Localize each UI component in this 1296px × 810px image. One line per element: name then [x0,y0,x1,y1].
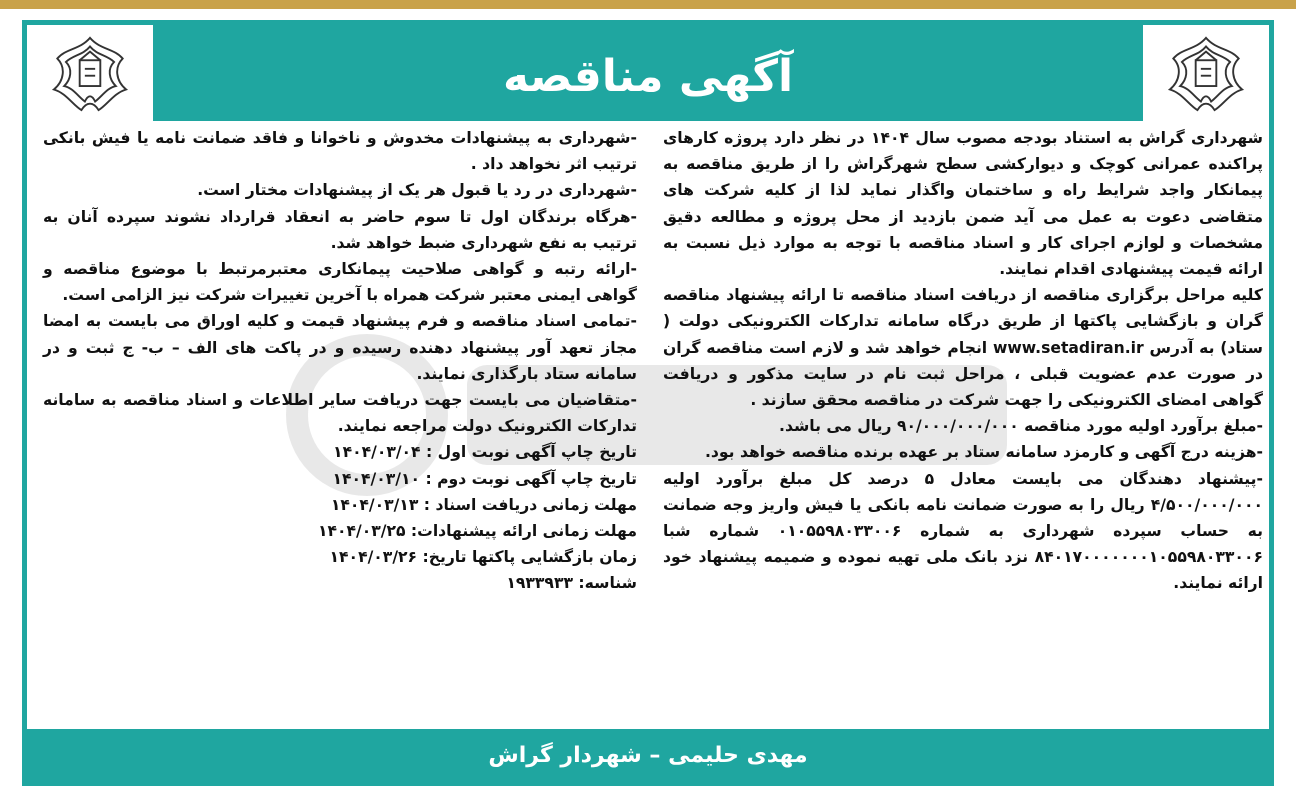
paragraph: کلیه مراحل برگزاری مناقصه از دریافت اسناد مناقصه تا ارائه پیشنهاد مناقصه گران و بازگشایی پاکتها از طریق درگاه سامانه تدارکات الکترونیکی دولت ( ستاد) به آدرس www.setadiran.ir انجام خواهد شد و لازم است مناقصه گران در صورت عدم عضویت قبلی ، مراحل ثبت نام در سایت مذکور و دریافت گواهی امضای الکترونیکی را جهت شرکت در مناقصه محقق سازند . [663,286,1263,410]
paragraph: -مبلغ برآورد اولیه مورد مناقصه ۹۰/۰۰۰/۰۰۰/۰۰۰ ریال می باشد. [779,417,1263,436]
paragraph: -شهرداری در رد یا قبول هر یک از پیشنهادات مختار است. [197,181,637,200]
title-box [423,33,873,119]
paragraph: -پیشنهاد دهندگان می بایست معادل ۵ درصد کل مبلغ برآورد اولیه ۴/۵۰۰/۰۰۰/۰۰۰ ریال را به صورت ضمانت نامه بانکی یا فیش واریز وجه ضمانت به حساب سپرده شهرداری به شماره ۰۱۰۵۵۹۸۰۳۳۰۰۶ شماره شبا ۸۴۰۱۷۰۰۰۰۰۰۰۱۰۵۵۹۸۰۳۳۰۰۶ نزد بانک ملی تهیه نموده و ضمیمه پیشنهاد خود ارائه نمایند. [663,469,1263,593]
signature: مهدی حلیمی – شهردار گراش [488,742,808,768]
municipality-logo-icon [47,31,133,117]
identifier-line: شناسه: ۱۹۳۳۹۳۳ [506,574,637,593]
paragraph: -تمامی اسناد مناقصه و فرم پیشنهاد قیمت و کلیه اوراق می بایست به امضا مجاز تعهد آور پیشنهاد دهنده رسیده و در پاکت های الف – ب- ج ثبت و در سامانه ستاد بارگذاری نمایند. [43,312,637,383]
municipality-logo-icon [1163,31,1249,117]
paragraph: -هزینه درج آگهی و کارمزد سامانه ستاد بر عهده برنده مناقصه خواهد بود. [704,443,1263,462]
left-column [43,125,637,597]
paragraph: -شهرداری به پیشنهادات مخدوش و ناخوانا و فاقد ضمانت نامه یا فیش بانکی ترتیب اثر نخواهد داد . [43,129,637,174]
paragraph: -متقاضیان می بایست جهت دریافت سایر اطلاعات و اسناد مناقصه به سامانه تدارکات الکترونیک دولت مراجعه نمایند. [43,391,637,436]
ad-frame [22,20,1274,786]
date-line: تاریخ چاپ آگهی نوبت دوم : ۱۴۰۴/۰۳/۱۰ [332,469,637,488]
date-line: مهلت زمانی دریافت اسناد : ۱۴۰۴/۰۳/۱۳ [330,495,637,514]
date-line: مهلت زمانی ارائه پیشنهادات: ۱۴۰۴/۰۳/۲۵ [317,522,637,541]
date-line: زمان بازگشایی پاکتها تاریخ: ۱۴۰۴/۰۳/۲۶ [329,548,637,567]
right-column [663,125,1263,597]
paragraph: شهرداری گراش به استناد بودجه مصوب سال ۱۴۰۴ در نظر دارد پروژه کارهای پراکنده عمرانی کوچک و دیوارکشی سطح شهرگراش را از طریق مناقصه به پیمانکار واجد شرایط راه و ساختمان واگذار نماید لذا از کلیه شرکت های متقاضی دعوت به عمل می آید ضمن بازدید از محل پروژه و مطالعه دقیق مشخصات و لوازم اجرای کار و اسناد مناقصه با توجه به موارد ذیل نسبت به ارائه قیمت پیشنهادی اقدام نمایند. [663,129,1263,279]
top-accent-bar [0,0,1296,9]
paragraph: -ارائه رتبه و گواهی صلاحیت پیمانکاری معتبرمرتبط با موضوع مناقصه و گواهی ایمنی معتبر شرکت همراه با آخرین تغییرات شرکت نیز الزامی است. [43,260,637,305]
footer-band [27,729,1269,781]
page-title: آگهی مناقصه [502,50,794,102]
date-line: تاریخ چاپ آگهی نوبت اول : ۱۴۰۴/۰۳/۰۴ [333,443,637,462]
paragraph: -هرگاه برندگان اول تا سوم حاضر به انعقاد قرارداد نشوند سپرده آنان به ترتیب به نفع شهرداری ضبط خواهد شد. [43,207,637,252]
